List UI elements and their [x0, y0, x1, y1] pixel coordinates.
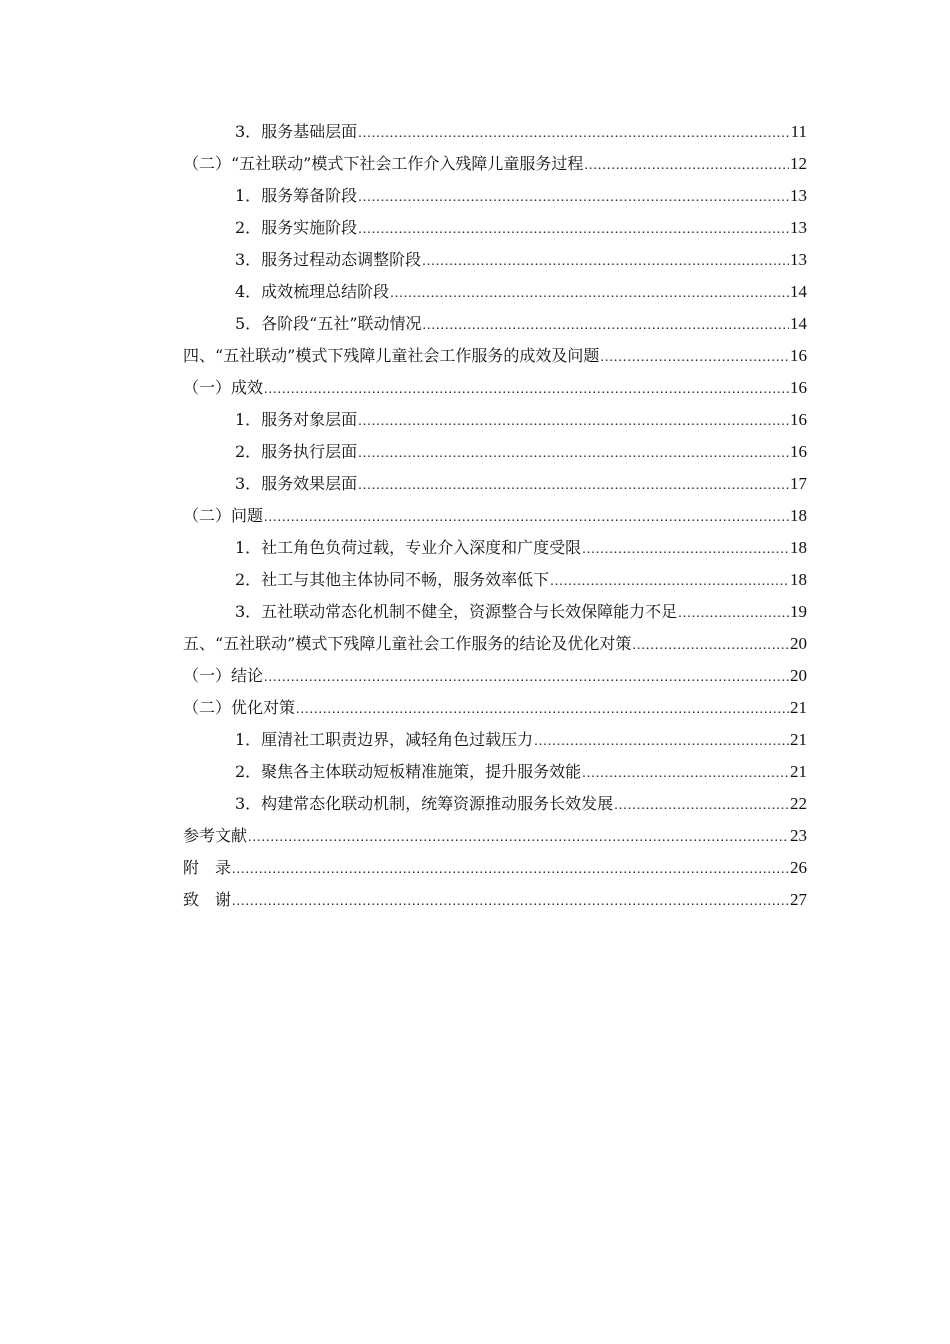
toc-page-number: 21: [790, 698, 807, 717]
dot-leader: [358, 118, 789, 150]
toc-page-number: 18: [790, 506, 807, 525]
toc-entry-title: 5．各阶段“五社”联动情况: [235, 314, 422, 333]
toc-page-number: 17: [790, 474, 807, 493]
toc-entry[interactable]: [183, 500, 807, 532]
table-of-contents: [183, 116, 807, 916]
toc-entry[interactable]: [183, 884, 807, 916]
toc-entry[interactable]: [183, 340, 807, 372]
toc-page-number: 22: [790, 794, 807, 813]
dot-leader: [248, 822, 789, 854]
toc-entry[interactable]: [183, 852, 807, 884]
toc-page-number: 19: [790, 602, 807, 621]
toc-entry-title: （一）成效: [183, 378, 264, 397]
toc-entry-title: （二）问题: [183, 506, 264, 525]
toc-entry[interactable]: [183, 116, 807, 148]
toc-entry[interactable]: [183, 308, 807, 340]
toc-entry[interactable]: [183, 276, 807, 308]
dot-leader: [550, 566, 789, 598]
toc-entry-title: （一）结论: [183, 666, 264, 685]
toc-entry[interactable]: [183, 468, 807, 500]
toc-page-number: 14: [790, 282, 807, 301]
toc-page-number: 18: [790, 570, 807, 589]
dot-leader: [422, 246, 789, 278]
toc-entry-title: 3．构建常态化联动机制，统筹资源推动服务长效发展: [235, 794, 614, 813]
toc-page-number: 16: [790, 378, 807, 397]
toc-entry[interactable]: [183, 372, 807, 404]
toc-page-number: 16: [790, 346, 807, 365]
toc-entry-title: 2．社工与其他主体协同不畅，服务效率低下: [235, 570, 550, 589]
dot-leader: [358, 470, 789, 502]
toc-page-number: 16: [790, 442, 807, 461]
toc-entry-title: 1．社工角色负荷过载，专业介入深度和广度受限: [235, 538, 582, 557]
dot-leader: [614, 790, 789, 822]
toc-entry[interactable]: [183, 660, 807, 692]
toc-page-number: 27: [790, 890, 807, 909]
toc-page-number: 13: [790, 250, 807, 269]
toc-entry-title: 1．服务筹备阶段: [235, 186, 358, 205]
toc-entry-title: 3．五社联动常态化机制不健全，资源整合与长效保障能力不足: [235, 602, 678, 621]
dot-leader: [264, 374, 789, 406]
toc-entry-title: （二）优化对策: [183, 698, 296, 717]
dot-leader: [423, 310, 789, 342]
toc-entry[interactable]: [183, 788, 807, 820]
toc-entry-title: 3．服务过程动态调整阶段: [235, 250, 422, 269]
dot-leader: [584, 150, 789, 182]
toc-entry[interactable]: [183, 436, 807, 468]
dot-leader: [296, 694, 789, 726]
dot-leader: [232, 854, 789, 886]
toc-entry-title: 3．服务基础层面: [235, 122, 358, 141]
dot-leader: [678, 598, 789, 630]
toc-entry[interactable]: [183, 724, 807, 756]
toc-entry[interactable]: [183, 756, 807, 788]
toc-entry[interactable]: [183, 212, 807, 244]
toc-entry-title: 1．厘清社工职责边界，减轻角色过载压力: [235, 730, 534, 749]
toc-entry-title: 附 录: [183, 858, 232, 877]
toc-entry-title: 2．聚焦各主体联动短板精准施策，提升服务效能: [235, 762, 582, 781]
toc-page-number: 21: [790, 730, 807, 749]
dot-leader: [358, 438, 789, 470]
toc-page-number: 11: [790, 122, 807, 141]
toc-entry-title: 4．成效梳理总结阶段: [235, 282, 390, 301]
toc-entry[interactable]: [183, 180, 807, 212]
dot-leader: [582, 534, 789, 566]
toc-page-number: 20: [790, 634, 807, 653]
toc-entry[interactable]: [183, 820, 807, 852]
toc-entry[interactable]: [183, 596, 807, 628]
dot-leader: [358, 406, 789, 438]
dot-leader: [358, 214, 789, 246]
toc-entry[interactable]: [183, 692, 807, 724]
dot-leader: [632, 630, 789, 662]
toc-entry[interactable]: [183, 532, 807, 564]
toc-page-number: 14: [790, 314, 807, 333]
dot-leader: [582, 758, 789, 790]
toc-entry[interactable]: [183, 404, 807, 436]
toc-entry-title: 参考文献: [183, 826, 248, 845]
toc-entry-title: （二）“五社联动”模式下社会工作介入残障儿童服务过程: [183, 154, 584, 173]
dot-leader: [390, 278, 789, 310]
dot-leader: [358, 182, 789, 214]
toc-entry[interactable]: [183, 148, 807, 180]
toc-page-number: 13: [790, 218, 807, 237]
toc-entry-title: 2．服务实施阶段: [235, 218, 358, 237]
toc-page-number: 16: [790, 410, 807, 429]
toc-entry-title: 3．服务效果层面: [235, 474, 358, 493]
toc-page-number: 18: [790, 538, 807, 557]
toc-entry[interactable]: [183, 244, 807, 276]
toc-page-number: 13: [790, 186, 807, 205]
dot-leader: [264, 662, 789, 694]
toc-page-number: 20: [790, 666, 807, 685]
toc-entry-title: 2．服务执行层面: [235, 442, 358, 461]
dot-leader: [534, 726, 789, 758]
dot-leader: [232, 886, 789, 918]
toc-entry-title: 四、“五社联动”模式下残障儿童社会工作服务的成效及问题: [183, 346, 600, 365]
toc-entry[interactable]: [183, 628, 807, 660]
toc-page-number: 21: [790, 762, 807, 781]
toc-entry-title: 五、“五社联动”模式下残障儿童社会工作服务的结论及优化对策: [183, 634, 632, 653]
toc-entry-title: 致 谢: [183, 890, 232, 909]
toc-entry-title: 1．服务对象层面: [235, 410, 358, 429]
toc-page-number: 26: [790, 858, 807, 877]
dot-leader: [600, 342, 789, 374]
toc-page-number: 23: [790, 826, 807, 845]
toc-entry[interactable]: [183, 564, 807, 596]
dot-leader: [264, 502, 789, 534]
toc-page-number: 12: [790, 154, 807, 173]
